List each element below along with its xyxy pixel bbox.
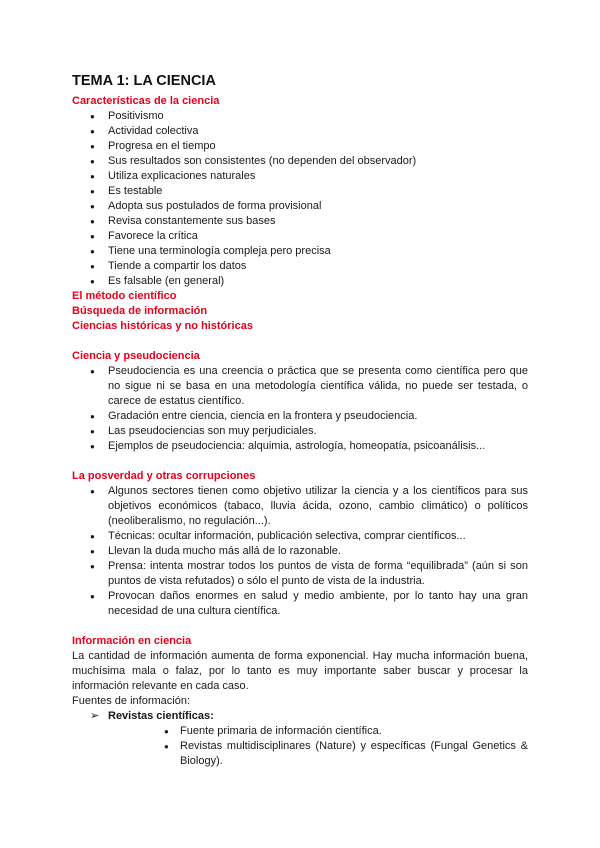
section-heading-historicas: Ciencias históricas y no históricas bbox=[72, 320, 253, 332]
fuentes-list bbox=[72, 709, 528, 769]
list-item: ● Progresa en el tiempo bbox=[72, 139, 528, 154]
revistas-sublist bbox=[108, 724, 528, 769]
revistas-label: Revistas científicas: bbox=[108, 710, 214, 722]
list-item: ● Tiene una terminología compleja pero precisa bbox=[72, 244, 528, 259]
section-heading-metodo: El método científico bbox=[72, 290, 177, 302]
section-heading-pseudociencia: Ciencia y pseudociencia bbox=[72, 350, 200, 362]
list-item: ● Favorece la crítica bbox=[72, 229, 528, 244]
list-item: ● Técnicas: ocultar información, publicación selectiva, comprar científicos... bbox=[72, 529, 528, 544]
list-item: ● Adopta sus postulados de forma provisional bbox=[72, 199, 528, 214]
list-item: ● Revisa constantemente sus bases bbox=[72, 214, 528, 229]
list-item: ● Prensa: intenta mostrar todos los puntos de vista de forma “equilibrada” (aún si son puntos de vista refutados) o sólo el punto de vista de la industria. bbox=[72, 559, 528, 589]
posverdad-list bbox=[72, 484, 528, 619]
list-item: ● Es falsable (en general) bbox=[72, 274, 528, 289]
list-item: ● Fuente primaria de información científica. bbox=[108, 724, 528, 739]
list-item: ● Las pseudociencias son muy perjudiciales. bbox=[72, 424, 528, 439]
page-title: TEMA 1: LA CIENCIA bbox=[72, 73, 216, 89]
list-item: ● Llevan la duda mucho más allá de lo razonable. bbox=[72, 544, 528, 559]
pseudociencia-list bbox=[72, 364, 528, 454]
list-item: ● Pseudociencia es una creencia o práctica que se presenta como científica pero que no sigue ni se basa en una metodología científica válida, no puede ser testada, o carece de estatus científico. bbox=[72, 364, 528, 409]
list-item: ● Gradación entre ciencia, ciencia en la frontera y pseudociencia. bbox=[72, 409, 528, 424]
fuentes-label: Fuentes de información: bbox=[72, 695, 191, 707]
section-heading-informacion: Información en ciencia bbox=[72, 635, 192, 647]
informacion-paragraph: La cantidad de información aumenta de forma exponencial. Hay mucha información buena, muchísima mala o falaz, por lo tanto es muy importante saber buscar y procesar la información relevante en cada caso. bbox=[72, 650, 528, 692]
arrow-bullet-icon: ➢ bbox=[90, 710, 100, 722]
list-item: ● Sus resultados son consistentes (no dependen del observador) bbox=[72, 154, 528, 169]
list-item: ● Revistas multidisciplinares (Nature) y específicas (Fungal Genetics & Biology). bbox=[108, 739, 528, 769]
section-heading-caracteristicas: Características de la ciencia bbox=[72, 95, 220, 107]
list-item: ● Algunos sectores tienen como objetivo utilizar la ciencia y a los científicos para sus objetivos económicos (tabaco, lluvia ácida, ozono, cambio climático) o políticos (neoliberalismo, no regulación...). bbox=[72, 484, 528, 529]
caracteristicas-list bbox=[72, 109, 528, 289]
document-page bbox=[72, 72, 528, 769]
list-item: ● Ejemplos de pseudociencia: alquimia, astrología, homeopatía, psicoanálisis... bbox=[72, 439, 528, 454]
list-item-revistas bbox=[72, 709, 528, 769]
list-item: ● Actividad colectiva bbox=[72, 124, 528, 139]
section-heading-busqueda: Búsqueda de información bbox=[72, 305, 208, 317]
list-item: ● Tiende a compartir los datos bbox=[72, 259, 528, 274]
section-heading-posverdad: La posverdad y otras corrupciones bbox=[72, 470, 256, 482]
list-item: ● Provocan daños enormes en salud y medio ambiente, por lo tanto hay una gran necesidad de una cultura científica. bbox=[72, 589, 528, 619]
list-item: ● Utiliza explicaciones naturales bbox=[72, 169, 528, 184]
list-item: ● Es testable bbox=[72, 184, 528, 199]
list-item: ● Positivismo bbox=[72, 109, 528, 124]
